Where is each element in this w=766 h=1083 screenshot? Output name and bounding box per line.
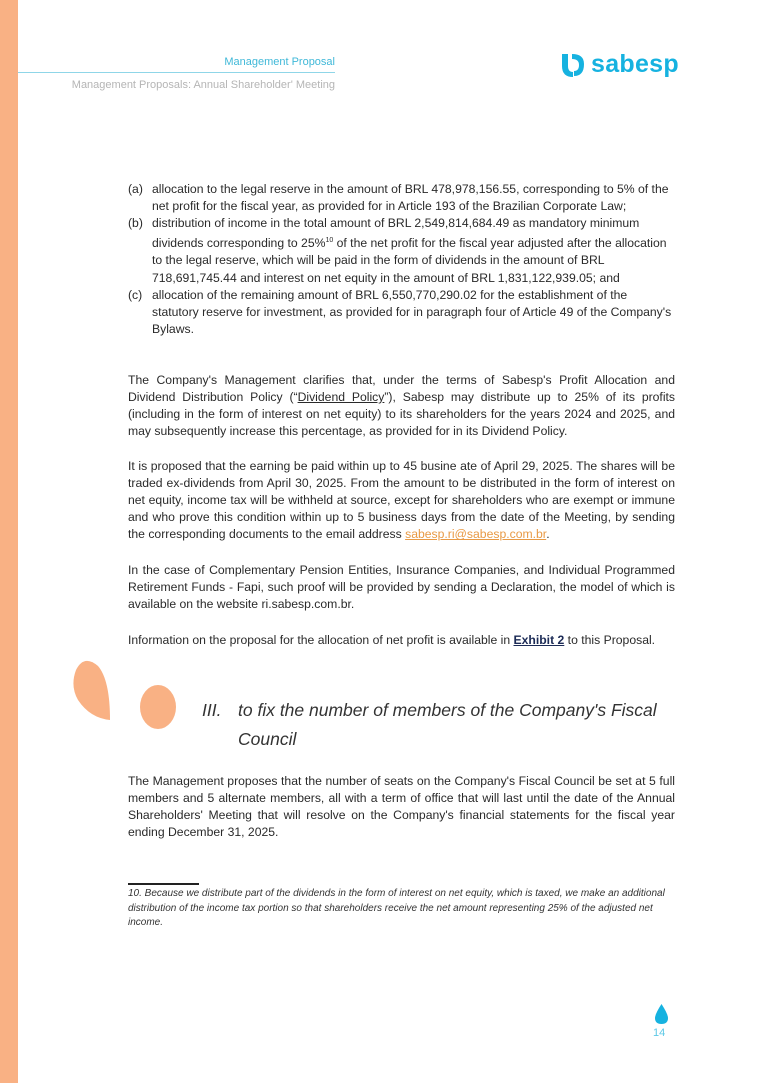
footnote-divider xyxy=(128,883,199,885)
header-subtitle: Management Proposals: Annual Shareholder' Meeting xyxy=(71,79,335,91)
paragraph-fiscal-council xyxy=(128,773,675,841)
sabesp-logo xyxy=(560,50,679,79)
dividend-policy-link[interactable]: Dividend Policy xyxy=(297,390,385,405)
logo-text: sabesp xyxy=(591,50,679,78)
paragraph-exhibit xyxy=(128,632,675,649)
header-divider xyxy=(18,72,335,73)
exhibit-2-link[interactable]: Exhibit 2 xyxy=(513,633,565,647)
text: In the case of Complementary Pension Entities, Insurance Companies, and Individual Programmed Retirement Funds - Fapi, such proof will be provided by sending a Declaration, the model of which is available on the website ri.sabesp.com.br. xyxy=(128,563,675,612)
text: ”), Sabesp may distribute up to 25% of its profits (including in the form of interest on net equity) to its shareholders for the years 2024 and 2025, and may subsequently increase this percentage, as provided for in its Dividend Policy. xyxy=(128,390,676,439)
list-item xyxy=(128,215,675,286)
text: to this Proposal. xyxy=(564,633,656,647)
item-text: allocation of the remaining amount of BRL 6,550,770,290.02 for the establishment of the statutory reserve for investment, as provided for in paragraph four of Article 49 of the Company's Bylaws. xyxy=(152,287,672,336)
item-label: (b) xyxy=(128,216,143,231)
text: The Management proposes that the number of seats on the Company's Fiscal Council be set at 5 full members and 5 alternate members, all with a term of office that will last until the date of the Annual Shareholders' Meeting that will resolve on the Company's financial statements for the fiscal year ending December 31, 2025. xyxy=(128,774,675,840)
water-drop-icon xyxy=(655,1004,668,1024)
footnote-reference: 10 xyxy=(325,237,334,245)
item-text: allocation to the legal reserve in the amount of BRL 478,978,156.55, corresponding to 5% of the net profit for the fiscal year, as provided for in Article 193 of the Brazilian Corporate Law; xyxy=(152,182,669,214)
allocation-list xyxy=(128,181,675,338)
item-text xyxy=(152,215,675,286)
decorative-drops-icon xyxy=(70,660,185,735)
paragraph-payment xyxy=(128,458,675,543)
sabesp-logo-icon xyxy=(560,52,586,78)
section-heading xyxy=(202,696,675,754)
section-number: III. xyxy=(202,700,222,720)
page-number: 14 xyxy=(653,1027,666,1039)
section-title: to fix the number of members of the Company's Fiscal Council xyxy=(238,700,657,749)
list-item xyxy=(128,181,675,215)
item-label: (a) xyxy=(128,182,143,196)
list-item xyxy=(128,287,675,338)
item-text-part: distribution of income in the total amount of BRL 2,549,814,684.49 as mandatory minimum dividends corresponding to 25% xyxy=(152,216,640,251)
paragraph-dividend-policy xyxy=(128,372,675,440)
text: Information on the proposal for the allocation of net profit is available in xyxy=(128,633,514,647)
sidebar-accent-bar xyxy=(0,0,18,1083)
footnote: 10. Because we distribute part of the dividends in the form of interest on net equity, which is taxed, we make an additional distribution of the income tax portion so that shareholders receive the net amount representing 25% of the adjusted net income. xyxy=(128,888,665,928)
paragraph-pension xyxy=(128,562,675,613)
text: The Company's Management clarifies that, under the terms of Sabesp's Profit Allocation and Dividend Distribution Policy (“ xyxy=(128,373,675,405)
text: It is proposed that the earning be paid within up to 45 busine ate of April 29, 2025. The shares will be traded ex-dividends from April 30, 2025. From the amount to be distributed in the form of interest on net equity, income tax will be withheld at source, except for shareholders who are exempt or immune and who prove this condition within up to 5 business days from the date of the Meeting, by sending the corresponding documents to the email address xyxy=(128,459,675,542)
header-title: Management Proposal xyxy=(224,56,335,68)
item-label: (c) xyxy=(128,287,143,302)
item-text-part: of the net profit for the fiscal year adjusted after the allocation to the legal reserve, which will be paid in the form of dividends in the amount of BRL 718,691,745.44 and interest on net equity in the amount of BRL 1,831,122,939.05; and xyxy=(152,236,667,285)
email-link[interactable]: sabesp.ri@sabesp.com.br xyxy=(405,527,547,542)
text: . xyxy=(546,527,550,542)
